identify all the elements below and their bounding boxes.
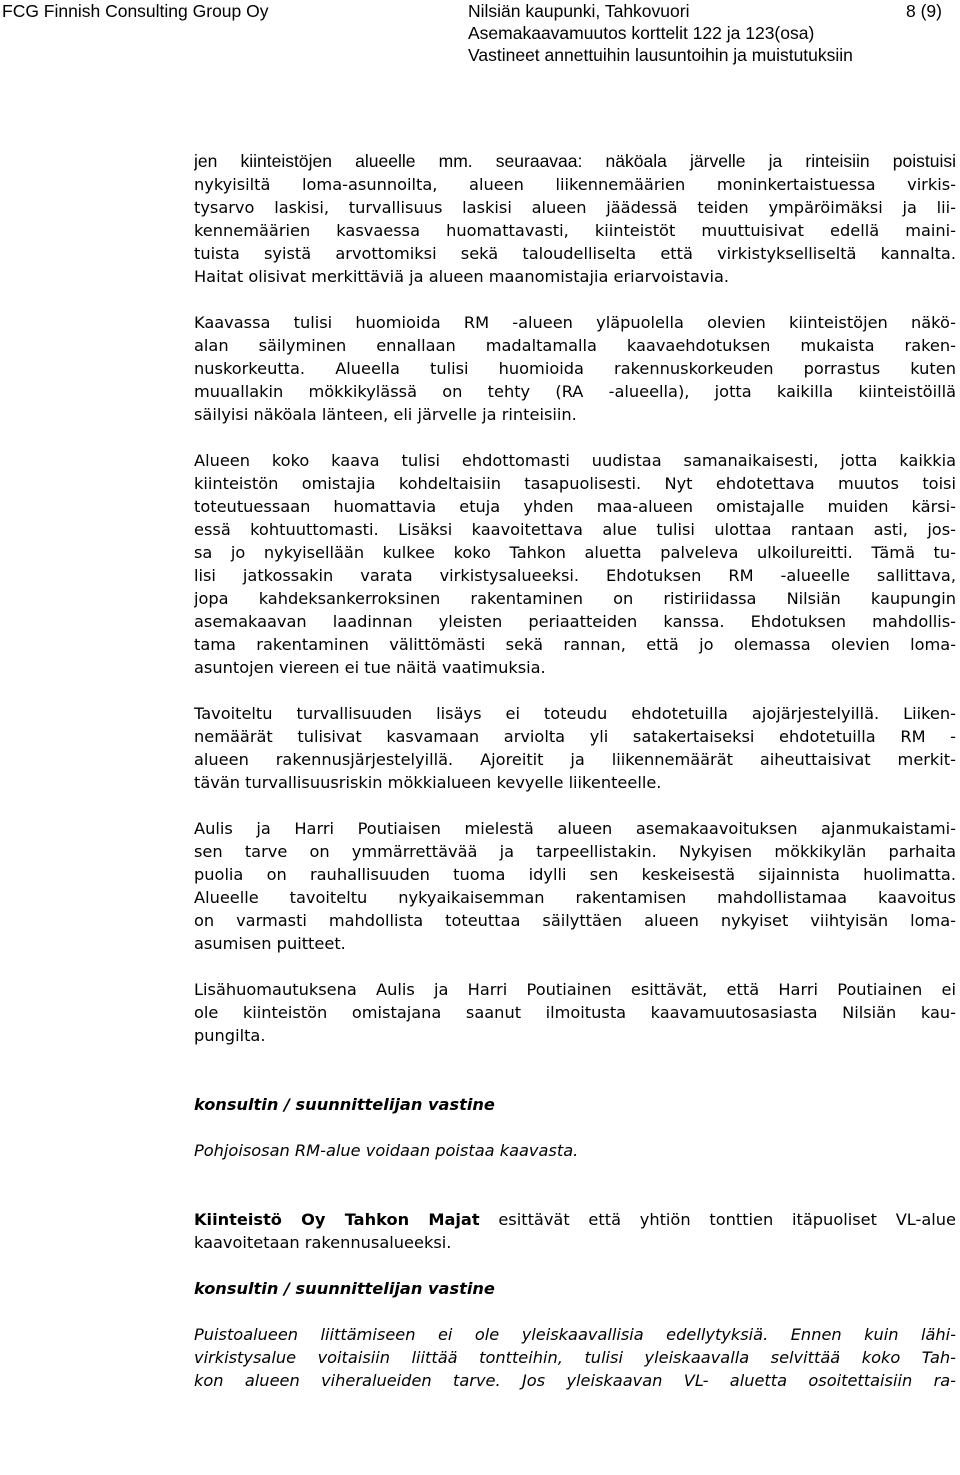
text-line: tysarvo laskisi, turvallisuus laskisi alueen jäädessä teiden ympäröimäksi ja lii-	[194, 198, 956, 217]
text-line: toteutuessaan huomattavia etuja yhden maa-alueen omistajalle muiden kärsi-	[194, 497, 956, 516]
paragraph-5	[194, 817, 956, 955]
consultant-response-2	[194, 1277, 956, 1392]
text-line: jopa kahdeksankerroksinen rakentaminen on ristiriidassa Nilsiän kaupungin	[194, 589, 956, 608]
text-line: Alueelle tavoiteltu nykyaikaisemman rakentamisen mahdollistamaa kaavoitus	[194, 888, 956, 907]
text-line: tama rakentaminen välittömästi sekä rannan, että jo olemassa olevien loma-	[194, 635, 956, 654]
response-text-line: Puistoalueen liittämiseen ei ole yleiskaavallisia edellytyksiä. Ennen kuin lähi-	[194, 1325, 956, 1344]
document-subtitle: Vastineet annettuihin lausuntoihin ja muistutuksiin	[468, 45, 853, 65]
response-heading: konsultin / suunnittelijan vastine	[194, 1095, 495, 1114]
text-line: puolia on rauhallisuuden tuoma idylli sen keskeisestä sijainnista huolimatta.	[194, 865, 956, 884]
text-line: tuista syistä arvottomiksi sekä taloudelliselta että virkistykselliseltä kannalta.	[194, 244, 956, 263]
text-line: Haitat olisivat merkittäviä ja alueen maanomistajia eriarvoistavia.	[194, 267, 730, 286]
response-text-line: virkistysalue voitaisiin liittää tontteihin, tulisi yleiskaavalla selvittää koko Tah-	[194, 1348, 956, 1367]
consultant-response-1	[194, 1093, 956, 1162]
text-line: on varmasti mahdollista toteuttaa säilyttäen alueen nykyiset viihtyisän loma-	[194, 911, 956, 930]
paragraph-3	[194, 449, 956, 679]
paragraph-4	[194, 702, 956, 794]
document-body	[194, 150, 956, 1392]
comment-tahkon-majat	[194, 1208, 956, 1254]
text-line: alueen rakennusjärjestelyillä. Ajoreitit ja liikennemäärät aiheuttaisivat merkit-	[194, 750, 956, 769]
text-line: asemakaavan laadinnan yleisten periaatteiden kanssa. Ehdotuksen mahdollis-	[194, 612, 956, 631]
response-heading: konsultin / suunnittelijan vastine	[194, 1279, 495, 1298]
text-line: tävän turvallisuusriskin mökkialueen kevyelle liikenteelle.	[194, 773, 662, 792]
document-title-block	[468, 0, 853, 66]
text-line: kaavoitetaan rakennusalueeksi.	[194, 1233, 452, 1252]
commenter-name: Kiinteistö Oy Tahkon Majat	[194, 1210, 480, 1229]
paragraph-1	[194, 150, 956, 288]
text-line: sen tarve on ymmärrettävää ja tarpeellistakin. Nykyisen mökkikylän parhaita	[194, 842, 956, 861]
page-number: 8 (9)	[906, 1, 942, 21]
text-line: asumisen puitteet.	[194, 934, 346, 953]
text-line: jen kiinteistöjen alueelle mm. seuraavaa: näköala järvelle ja rinteisiin poistuisi	[194, 151, 956, 171]
text-line: asuntojen viereen ei tue näitä vaatimuksia.	[194, 658, 546, 677]
text-line: säilyisi näköala länteen, eli järvelle ja rinteisiin.	[194, 405, 577, 424]
text-line: nemäärät tulisivat kasvamaan arviolta yli satakertaiseksi ehdotetuilla RM -	[194, 727, 956, 746]
response-text: Pohjoisosan RM-alue voidaan poistaa kaavasta.	[194, 1141, 579, 1160]
text-line: Kaavassa tulisi huomioida RM -alueen yläpuolella olevien kiinteistöjen näkö-	[194, 313, 956, 332]
response-text-line: kon alueen viheralueiden tarve. Jos yleiskaavan VL- aluetta osoitettaisiin ra-	[194, 1371, 956, 1390]
municipality: Nilsiän kaupunki, Tahkovuori	[468, 1, 690, 21]
text-line: alan säilyminen ennallaan madaltamalla kaavaehdotuksen mukaista raken-	[194, 336, 956, 355]
text-line: lisi jatkossakin varata virkistysalueeksi. Ehdotuksen RM -alueelle sallittava,	[194, 566, 956, 585]
company-name: FCG Finnish Consulting Group Oy	[2, 1, 269, 21]
text-line	[194, 1208, 956, 1231]
text-line: sa jo nykyisellään kulkee koko Tahkon aluetta palveleva ulkoilureitti. Tämä tu-	[194, 543, 956, 562]
plan-title: Asemakaavamuutos korttelit 122 ja 123(osa)	[468, 23, 815, 43]
text-line: Tavoiteltu turvallisuuden lisäys ei toteudu ehdotetuilla ajojärjestelyillä. Liiken-	[194, 704, 956, 723]
page-header	[0, 0, 960, 70]
text-line: nuskorkeutta. Alueella tulisi huomioida rakennuskorkeuden porrastus kuten	[194, 359, 956, 378]
text-line: ole kiinteistön omistajana saanut ilmoitusta kaavamuutosasiasta Nilsiän kau-	[194, 1003, 956, 1022]
text-line: kennemäärien kasvaessa huomattavasti, kiinteistöt muuttuisivat edellä maini-	[194, 221, 956, 240]
text-line: kiinteistön omistajia kohdeltaisiin tasapuolisesti. Nyt ehdotettava muutos toisi	[194, 474, 956, 493]
text-line: pungilta.	[194, 1026, 266, 1045]
text-line: Lisähuomautuksena Aulis ja Harri Poutiainen esittävät, että Harri Poutiainen ei	[194, 980, 956, 999]
text-line: essä kohtuuttomasti. Lisäksi kaavoitettava alue tulisi ulottaa rantaan asti, jos-	[194, 520, 956, 539]
text-line: nykyisiltä loma-asunnoilta, alueen liikennemäärien moninkertaistuessa virkis-	[194, 175, 956, 194]
text-line: muuallakin mökkikylässä on tehty (RA -alueella), jotta kaikilla kiinteistöillä	[194, 382, 956, 401]
text-line: Aulis ja Harri Poutiaisen mielestä alueen asemakaavoituksen ajanmukaistami-	[194, 819, 956, 838]
paragraph-2	[194, 311, 956, 426]
paragraph-6	[194, 978, 956, 1047]
comment-text: esittävät että yhtiön tonttien itäpuoliset VL-alue	[479, 1210, 956, 1229]
text-line: Alueen koko kaava tulisi ehdottomasti uudistaa samanaikaisesti, jotta kaikkia	[194, 451, 956, 470]
